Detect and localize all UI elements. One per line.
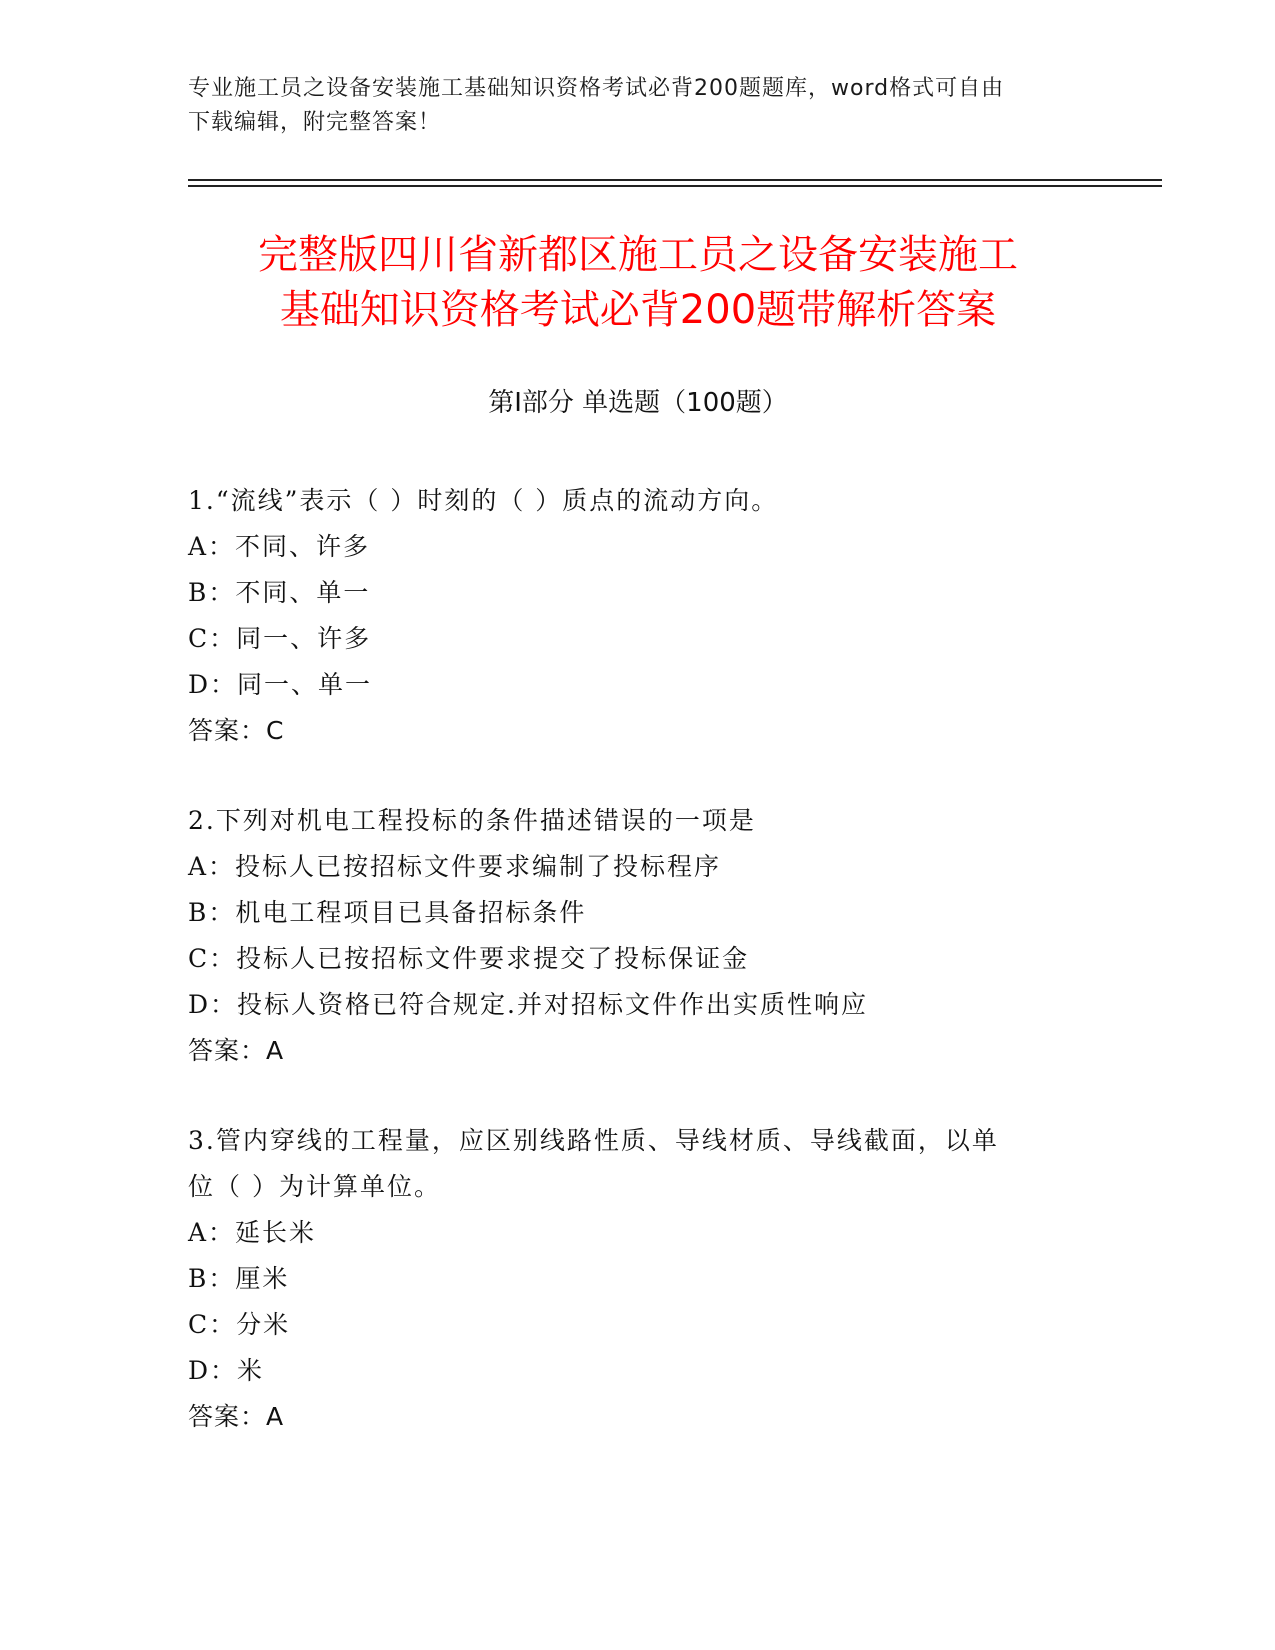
option-b: B：不同、单一 [188, 578, 371, 607]
option-d: D：投标人资格已符合规定.并对招标文件作出实质性响应 [188, 990, 868, 1019]
question-stem: 1.“流线”表示（ ）时刻的（ ）质点的流动方向。 [188, 486, 779, 515]
option-c: C：同一、许多 [188, 624, 372, 653]
header-rule-top [188, 179, 1162, 181]
answer: 答案：A [188, 1402, 285, 1431]
answer: 答案：C [188, 716, 285, 745]
question-3 [188, 1118, 1088, 1440]
question-2 [188, 798, 1088, 1074]
question-1 [188, 478, 1088, 754]
option-c: C：分米 [188, 1310, 291, 1339]
document-title-line-2: 基础知识资格考试必背200题带解析答案 [279, 287, 997, 333]
document-title [188, 228, 1088, 338]
option-d: D：同一、单一 [188, 670, 373, 699]
option-d: D：米 [188, 1356, 265, 1385]
header-note [188, 72, 1088, 140]
header-note-line-2: 下载编辑，附完整答案！ [188, 110, 442, 135]
option-b: B：机电工程项目已具备招标条件 [188, 898, 587, 927]
header-rule-bottom [188, 185, 1162, 187]
question-stem-line-1: 3.管内穿线的工程量，应区别线路性质、导线材质、导线截面，以单 [188, 1126, 999, 1155]
option-a: A：延长米 [188, 1218, 317, 1247]
option-b: B：厘米 [188, 1264, 290, 1293]
question-list [188, 478, 1088, 1484]
section-title: 第Ⅰ部分 单选题（100题） [488, 388, 788, 418]
question-stem-line-2: 位（ ）为计算单位。 [188, 1172, 441, 1201]
question-stem: 2.下列对机电工程投标的条件描述错误的一项是 [188, 806, 756, 835]
header-note-line-1: 专业施工员之设备安装施工基础知识资格考试必背200题题库，word格式可自由 [188, 76, 1005, 101]
option-c: C：投标人已按招标文件要求提交了投标保证金 [188, 944, 750, 973]
option-a: A：投标人已按招标文件要求编制了投标程序 [188, 852, 722, 881]
answer: 答案：A [188, 1036, 285, 1065]
document-title-line-1: 完整版四川省新都区施工员之设备安装施工 [258, 232, 1018, 278]
option-a: A：不同、许多 [188, 532, 371, 561]
